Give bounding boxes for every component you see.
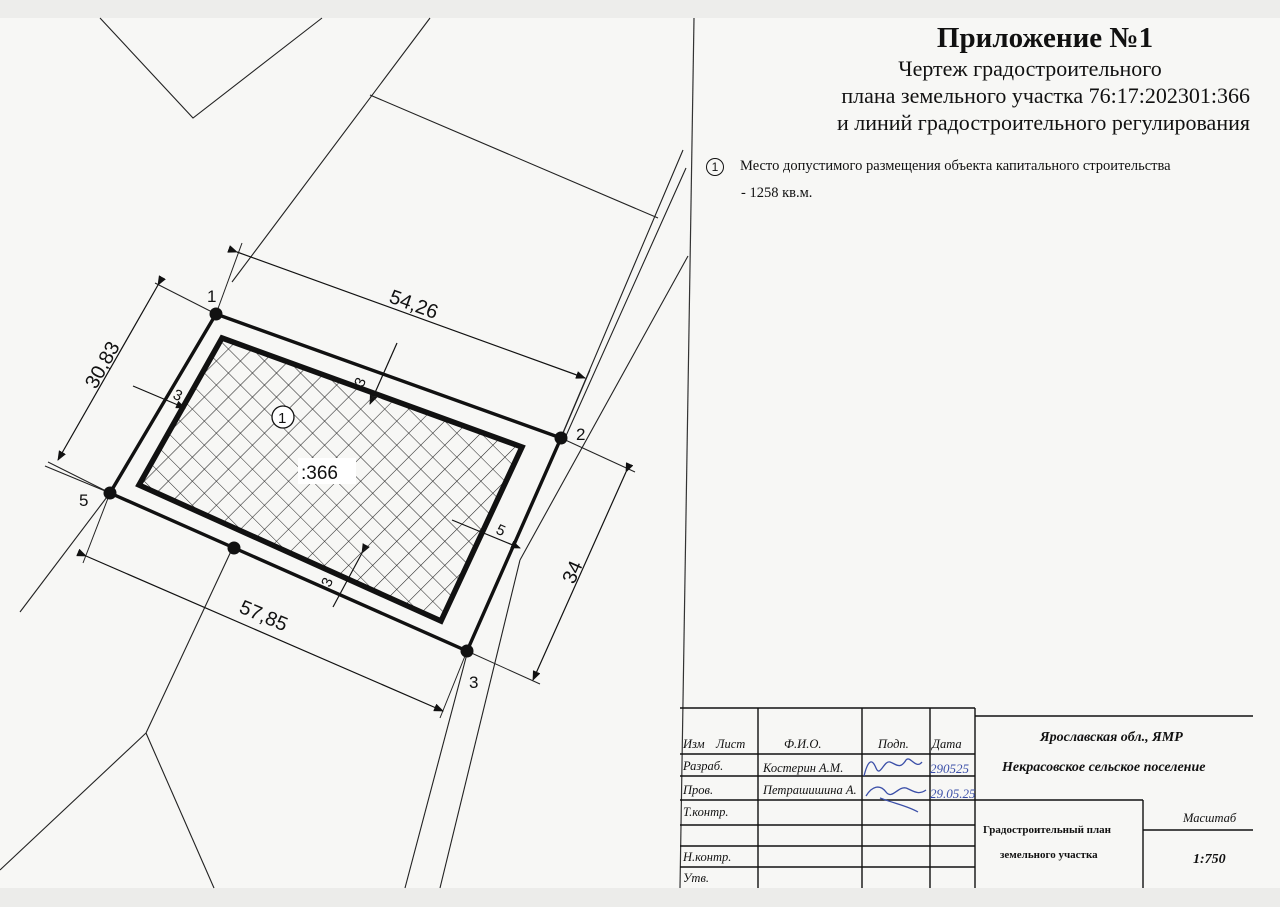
document-subtitle-1: Чертеж градостроительного — [898, 56, 1162, 81]
stamp-org-line2: Некрасовское сельское поселение — [1002, 760, 1206, 775]
offset-right: 5 — [493, 521, 508, 541]
stamp-row-utv: Утв. — [683, 871, 709, 885]
dimension-bottom: 57,85 — [236, 596, 291, 637]
offset-left: 3 — [170, 386, 185, 406]
point-label-3: 3 — [469, 673, 479, 692]
scan-band-bottom — [0, 888, 1280, 907]
parcel-point-3 — [461, 645, 474, 658]
stamp-org-line1: Ярославская обл., ЯМР — [1040, 730, 1183, 745]
stamp-date-2: 29.05.25 — [930, 786, 976, 801]
stamp-date-1: 290525 — [930, 761, 969, 776]
parcel-point-5 — [104, 487, 117, 500]
legend-item — [706, 153, 1251, 180]
document-subtitle-3: и линий градостроительного регулирования — [836, 110, 1250, 135]
stamp-col-fio: Ф.И.О. — [784, 737, 822, 751]
document-header — [690, 22, 1250, 136]
zone-marker-number: 1 — [278, 410, 287, 427]
parcel-point-2 — [555, 432, 568, 445]
stamp-scale-value: 1:750 — [1193, 852, 1226, 867]
stamp-col-izm: Изм — [683, 737, 705, 751]
point-label-2: 2 — [576, 425, 586, 444]
parcel-point-unlabeled — [228, 542, 241, 555]
point-label-1: 1 — [207, 287, 217, 306]
parcel-point-1 — [210, 308, 223, 321]
dimension-right: 34 — [558, 557, 588, 588]
stamp-col-date: Дата — [932, 737, 962, 751]
dimension-top: 54,26 — [386, 286, 441, 324]
point-label-5: 5 — [79, 491, 89, 510]
signature-razrab — [864, 759, 922, 776]
stamp-prov-name: Петрашишина А. — [763, 783, 857, 797]
document-title: Приложение №1 — [936, 22, 1154, 54]
legend-area: - 1258 кв.м. — [741, 185, 813, 202]
offset-bottom: 3 — [318, 575, 338, 590]
legend — [706, 153, 1251, 207]
stamp-razrab-name: Костерин А.М. — [763, 761, 844, 775]
stamp-doc-line2: земельного участка — [1000, 849, 1098, 861]
stamp-scale-label: Масштаб — [1183, 811, 1237, 825]
stamp-col-podp: Подп. — [878, 737, 909, 751]
dimension-left: 30,83 — [81, 337, 125, 393]
stamp-col-list: Лист — [716, 737, 746, 751]
offset-top: 3 — [351, 375, 371, 390]
stamp-row-nkontr: Н.контр. — [683, 850, 732, 864]
parcel-label: :366 — [301, 463, 338, 484]
stamp-row-prov: Пров. — [683, 783, 714, 797]
stamp-doc-line1: Градостроительный план — [983, 824, 1111, 836]
legend-marker: 1 — [706, 158, 724, 176]
stamp-row-razrab: Разраб. — [683, 759, 724, 773]
scan-band-top — [0, 0, 1280, 18]
stamp-row-tkontr: Т.контр. — [683, 805, 729, 819]
document-subtitle-2: плана земельного участка 76:17:202301:366 — [841, 83, 1250, 108]
legend-text: Место допустимого размещения объекта капитального строительства — [740, 158, 1171, 175]
frame-line — [680, 18, 694, 888]
